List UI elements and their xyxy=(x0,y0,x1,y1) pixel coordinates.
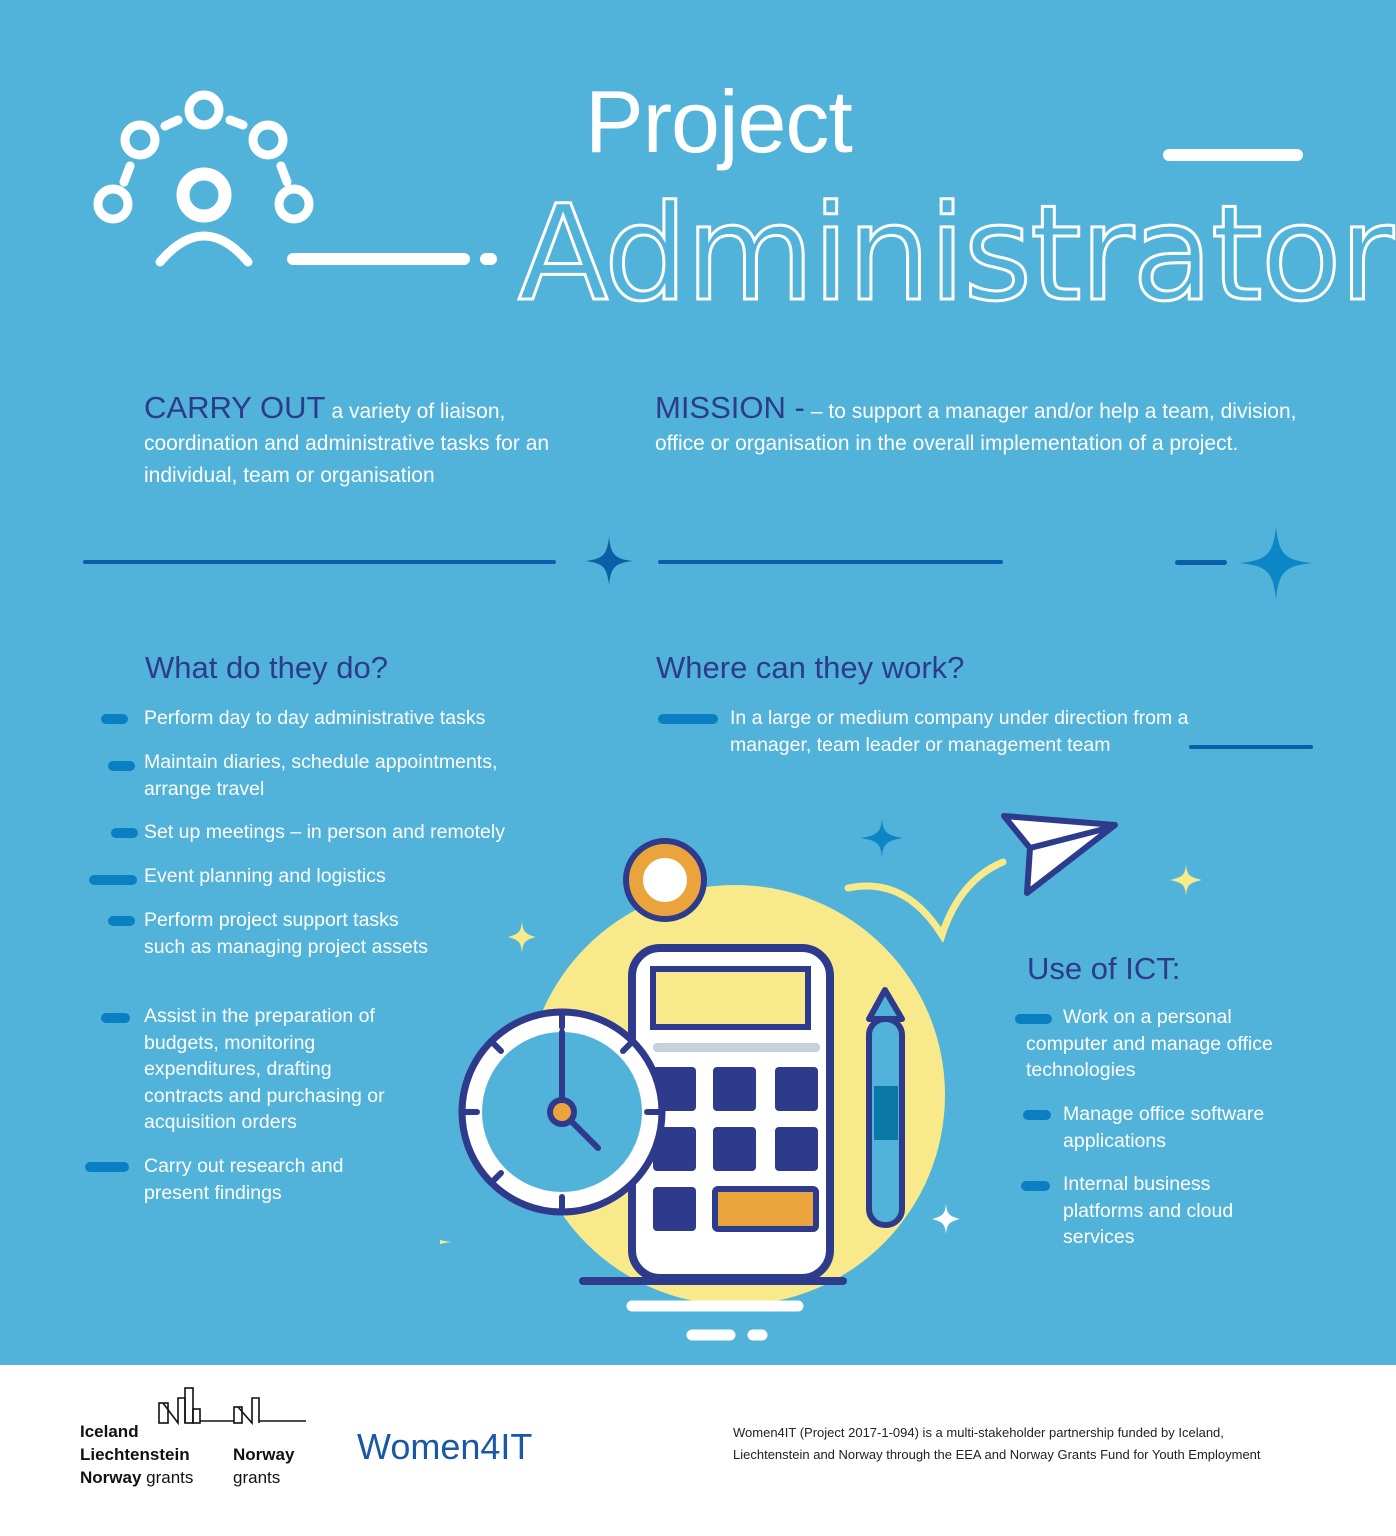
list-item: Set up meetings – in person and remotely xyxy=(144,821,505,843)
sparkle-icon xyxy=(861,818,903,858)
divider-line xyxy=(1189,745,1313,749)
list-item: In a large or medium company under direction from a manager, team leader or management team xyxy=(730,707,1189,756)
decor-line xyxy=(1163,149,1303,161)
bullet-icon xyxy=(85,1162,129,1172)
what-they-do-heading: What do they do? xyxy=(145,650,388,685)
logo-norway: Norway xyxy=(80,1468,142,1487)
decor-line xyxy=(287,253,470,265)
logo-iceland: Iceland xyxy=(80,1422,139,1441)
list-item: Internal business platforms and cloud services xyxy=(1063,1173,1234,1248)
bullet-icon xyxy=(108,916,135,926)
flight-path xyxy=(848,862,1003,935)
list-item: Maintain diaries, schedule appointments, arrange travel xyxy=(144,751,498,800)
bullet-icon xyxy=(1023,1110,1051,1120)
list-item: Carry out research and present findings xyxy=(144,1155,344,1204)
logo-liechtenstein: Liechtenstein xyxy=(80,1445,190,1464)
women4it-logo: Women4IT xyxy=(357,1426,533,1467)
sparkle-icon xyxy=(508,921,536,953)
logo-grants-right: grants xyxy=(233,1468,281,1487)
title-project: Project xyxy=(585,72,852,171)
disclaimer-line-1: Women4IT (Project 2017-1-094) is a multi-stakeholder partnership funded by Iceland, xyxy=(733,1425,1224,1440)
disclaimer xyxy=(733,1422,1333,1466)
list-item: Manage office software applications xyxy=(1063,1103,1265,1152)
bullet-icon xyxy=(111,828,138,838)
mission-text: – to support a manager and/or help a team, division, office or organisation in the overall implementation of a project. xyxy=(655,400,1297,455)
sparkle-icon xyxy=(932,1204,960,1234)
bullet-icon xyxy=(658,714,718,724)
bullet-icon xyxy=(101,714,128,724)
bullet-icon xyxy=(101,1013,130,1023)
ict-heading: Use of ICT: xyxy=(1027,951,1181,986)
footer xyxy=(0,1365,1396,1536)
decor-dot xyxy=(480,253,497,265)
bullet-icon xyxy=(108,761,135,771)
sparkle-icon xyxy=(440,1218,452,1266)
list-item: Work on a personal computer and manage office technologies xyxy=(1026,1006,1273,1081)
where-they-work-heading: Where can they work? xyxy=(656,650,965,685)
clock-icon xyxy=(462,1012,662,1212)
mission-lead: MISSION - xyxy=(655,390,805,425)
coin-icon xyxy=(626,841,704,919)
carry-out-text: a variety of liaison, coordination and administrative tasks for an individual, team or organisation xyxy=(144,400,550,487)
sparkle-icon xyxy=(1238,525,1314,601)
team-network-icon xyxy=(90,90,320,270)
divider-line xyxy=(658,560,1003,564)
pencil-icon xyxy=(869,990,902,1225)
divider-line xyxy=(83,560,556,564)
mission-block xyxy=(655,392,1325,460)
list-item: Perform day to day administrative tasks xyxy=(144,707,486,729)
logo-norway-right: Norway xyxy=(233,1445,295,1464)
disclaimer-line-2: Liechtenstein and Norway through the EEA and Norway Grants Fund for Youth Employment xyxy=(733,1447,1261,1462)
list-item: Perform project support tasks such as managing project assets xyxy=(144,909,428,958)
bullet-icon xyxy=(1021,1181,1050,1191)
eea-skyline-icon xyxy=(158,1383,308,1431)
paper-plane-icon xyxy=(1004,816,1115,893)
bullet-icon xyxy=(89,875,137,885)
list-item: Assist in the preparation of budgets, monitoring expenditures, drafting contracts and purchasing or acquisition orders xyxy=(144,1005,385,1133)
sparkle-icon xyxy=(1170,864,1202,896)
sparkle-icon xyxy=(583,535,635,587)
title-administrator: Administrator xyxy=(518,177,1392,331)
carry-out-block xyxy=(144,392,614,492)
carry-out-lead: CARRY OUT xyxy=(144,390,326,425)
list-item: Event planning and logistics xyxy=(144,865,386,887)
logo-grants: grants xyxy=(146,1468,194,1487)
divider-line xyxy=(1175,560,1227,565)
